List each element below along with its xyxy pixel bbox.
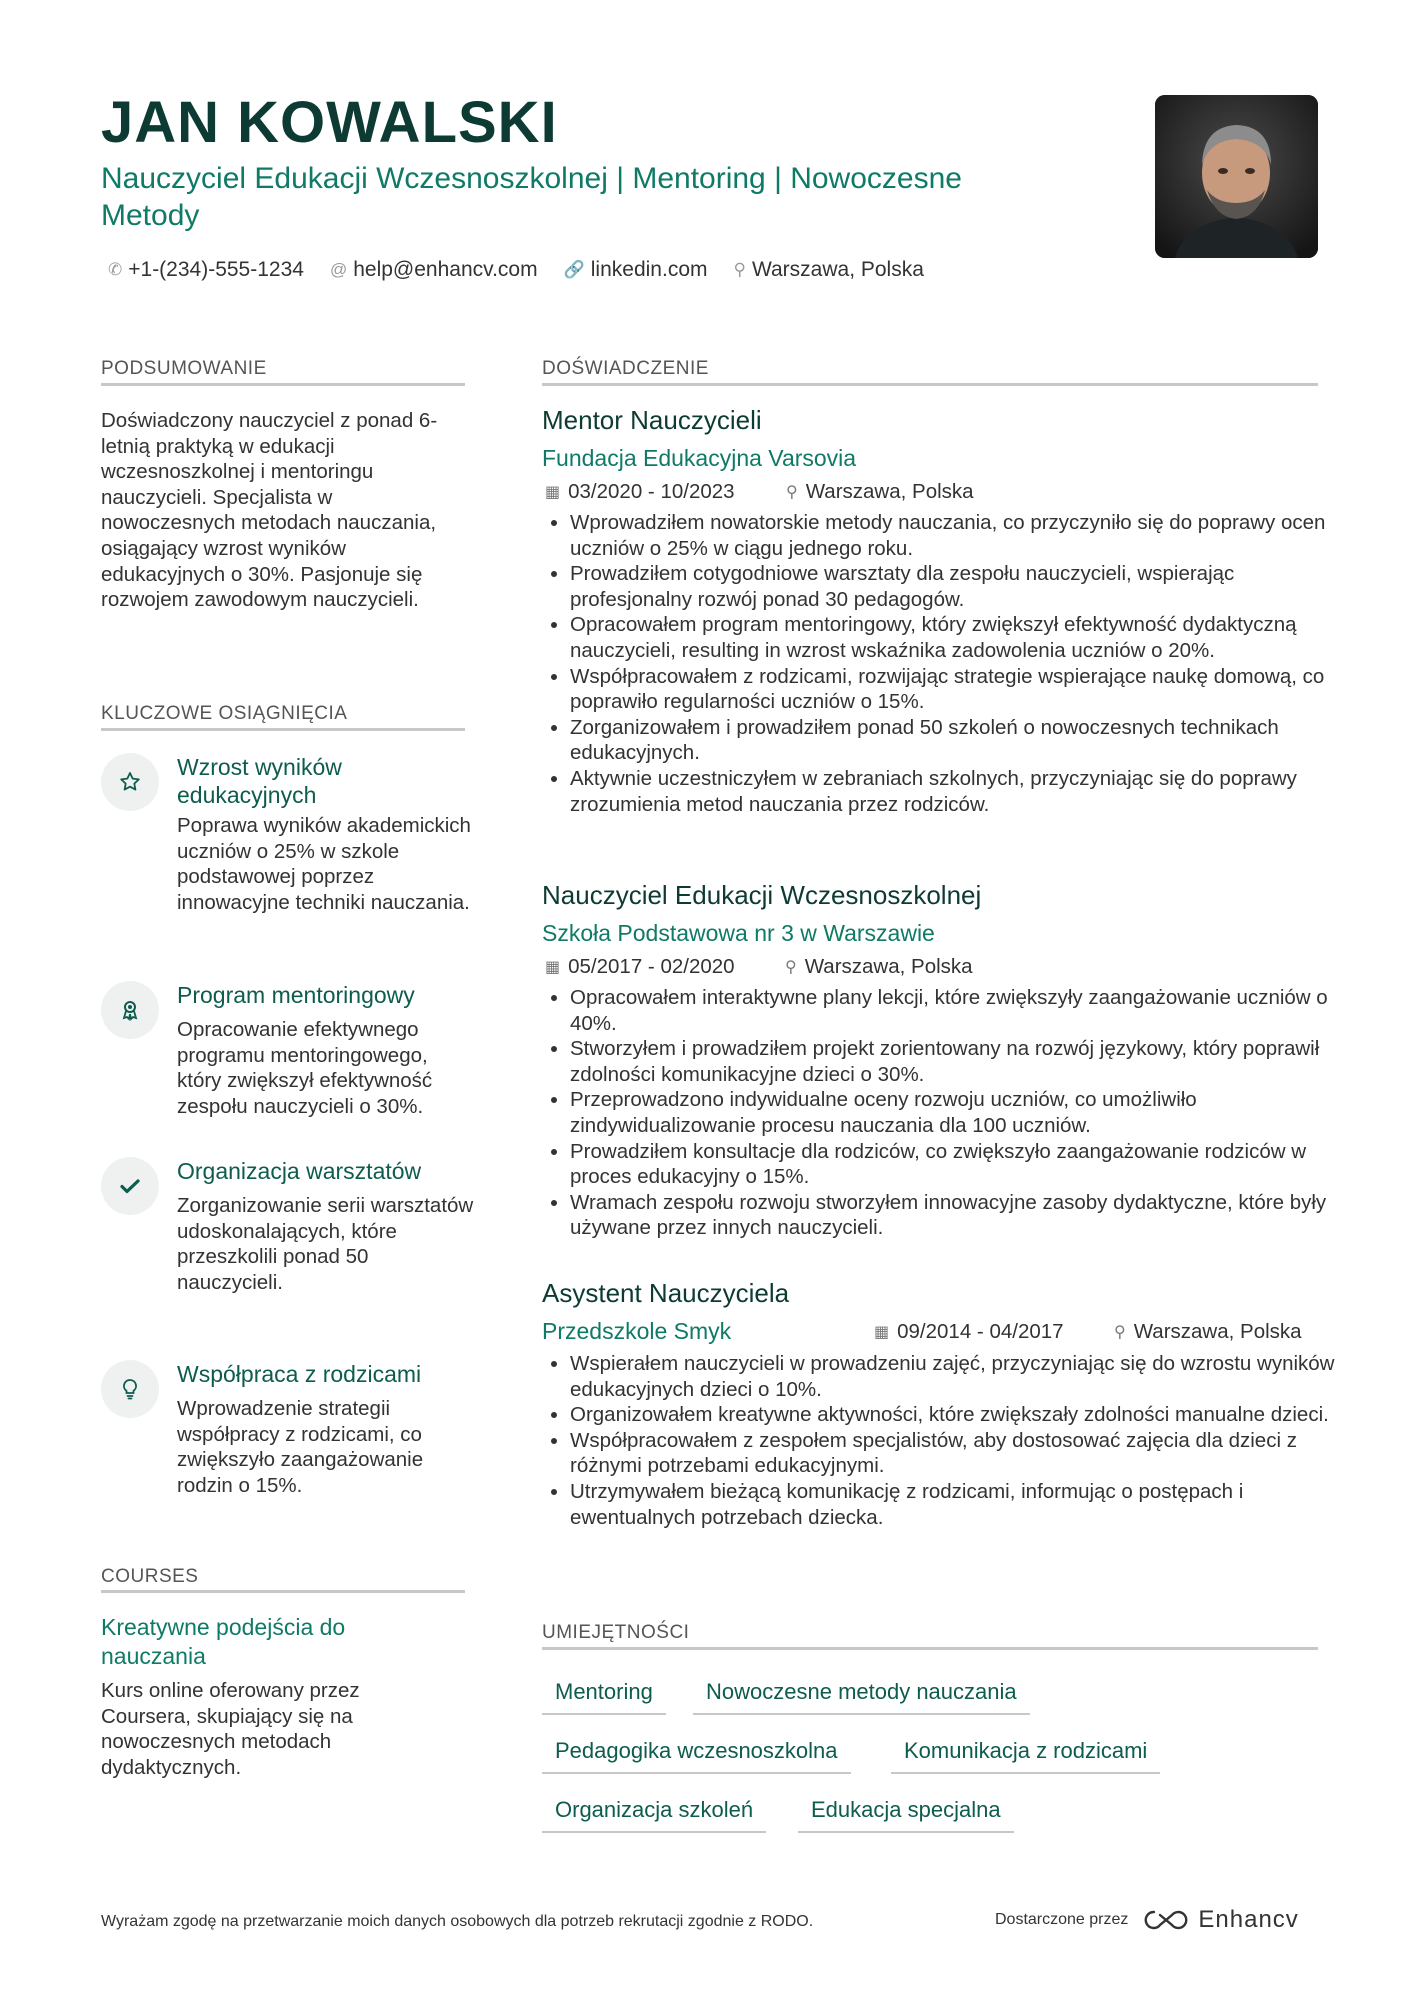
job-bullets	[550, 985, 1340, 1241]
job-location: ⚲ Warszawa, Polska	[786, 480, 974, 503]
course-desc: Kurs online oferowany przez Coursera, skupiający się na nowoczesnych metodach dydaktycznych.	[101, 1679, 360, 1779]
skill-tag: Pedagogika wczesnoszkolna	[542, 1738, 851, 1774]
brand-name: Enhancv	[1198, 1906, 1299, 1933]
achievements-section-title: KLUCZOWE OSIĄGNIĘCIA	[101, 703, 348, 724]
award-icon	[101, 981, 159, 1039]
achievement-desc: Opracowanie efektywnego programu mentoringowego, który zwiększył efektywność zespołu nauczycieli o 30%.	[177, 1018, 433, 1118]
list-item: • Prowadziłem cotygodniowe warsztaty dla zespołu nauczycieli, wspierając profesjonalny rozwój ponad 30 pedagogów.	[570, 561, 1340, 612]
job-company: Fundacja Edukacyjna Varsovia	[542, 445, 857, 471]
job-dates: ▦ 09/2014 - 04/2017	[874, 1320, 1064, 1343]
job-title: Nauczyciel Edukacji Wczesnoszkolnej	[542, 880, 982, 910]
job-bullets	[550, 1351, 1340, 1530]
list-item: • Wramach zespołu rozwoju stworzyłem innowacyjne zasoby dydaktyczne, które były używane przez innych nauczycieli.	[570, 1190, 1340, 1241]
courses-section-title: COURSES	[101, 1566, 199, 1587]
summary-text: Doświadczony nauczyciel z ponad 6-letnią praktyką w edukacji wczesnoszkolnej i mentoringu nauczycieli. Specjalista w nowoczesnych metodach nauczania, osiągający wzrost wyników edukacyjnych o 30%. Pasjonuje się rozwojem zawodowym nauczycieli.	[101, 409, 438, 612]
job-title: Asystent Nauczyciela	[542, 1278, 790, 1308]
list-item: • Opracowałem program mentoringowy, który zwiększył efektywność dydaktyczną nauczycieli, resulting in wzrost wskaźnika zadowolenia uczniów o 20%.	[570, 612, 1340, 663]
job-company: Szkoła Podstawowa nr 3 w Warszawie	[542, 920, 935, 946]
powered-by[interactable]	[995, 1906, 1299, 1934]
job-bullets	[550, 510, 1340, 817]
contact-bar	[108, 258, 950, 282]
calendar-icon: ▦	[874, 1324, 890, 1341]
list-item: • Współpracowałem z zespołem specjalistów, aby dostosować zajęcia dla dzieci z różnymi potrzebami edukacyjnymi.	[570, 1428, 1340, 1479]
job-location: ⚲ Warszawa, Polska	[1114, 1320, 1302, 1343]
skill-tag: Mentoring	[542, 1679, 666, 1715]
skills-divider	[542, 1647, 1318, 1650]
skill-tag: Organizacja szkoleń	[542, 1797, 766, 1833]
achievement-desc: Zorganizowanie serii warsztatów udoskonalających, które przeszkolili ponad 50 nauczycieli.	[177, 1194, 474, 1294]
contact-linkedin[interactable]: 🔗 linkedin.com	[563, 258, 708, 281]
star-icon	[101, 753, 159, 811]
at-icon: @	[329, 260, 348, 279]
phone-icon: ✆	[108, 260, 123, 279]
job-company: Przedszkole Smyk	[542, 1318, 732, 1344]
skills-section-title: UMIEJĘTNOŚCI	[542, 1622, 690, 1643]
achievement-desc: Wprowadzenie strategii współpracy z rodzicami, co zwiększyło zaangażowanie rodzin o 15%.	[177, 1397, 424, 1497]
job-dates: ▦ 03/2020 - 10/2023	[545, 480, 735, 503]
list-item: • Stworzyłem i prowadziłem projekt zorientowany na rozwój językowy, który poprawił zdolności komunikacyjne dzieci o 30%.	[570, 1036, 1340, 1087]
location-icon: ⚲	[786, 484, 798, 501]
list-item: • Przeprowadzono indywidualne oceny rozwoju uczniów, co umożliwiło zindywidualizowanie procesu nauczania dla 100 uczniów.	[570, 1087, 1340, 1138]
candidate-subtitle: Nauczyciel Edukacji Wczesnoszkolnej | Mentoring | Nowoczesne Metody	[101, 162, 962, 232]
calendar-icon: ▦	[545, 484, 561, 501]
course-title: Kreatywne podejścia do nauczania	[101, 1614, 346, 1669]
contact-location: ⚲ Warszawa, Polska	[733, 258, 924, 281]
list-item: • Opracowałem interaktywne plany lekcji, które zwiększyły zaangażowanie uczniów o 40%.	[570, 985, 1340, 1036]
location-icon: ⚲	[1114, 1324, 1126, 1341]
skill-tag: Komunikacja z rodzicami	[891, 1738, 1160, 1774]
check-icon	[101, 1157, 159, 1215]
consent-text: Wyrażam zgodę na przetwarzanie moich danych osobowych dla potrzeb rekrutacji zgodnie z RODO.	[101, 1913, 814, 1930]
list-item: • Prowadziłem konsultacje dla rodziców, co zwiększyło zaangażowanie rodziców w proces edukacyjny o 15%.	[570, 1139, 1340, 1190]
achievement-desc: Poprawa wyników akademickich uczniów o 25% w szkole podstawowej poprzez innowacyjne techniki nauczania.	[177, 814, 471, 914]
job-dates: ▦ 05/2017 - 02/2020	[545, 955, 735, 978]
candidate-name: JAN KOWALSKI	[101, 90, 558, 155]
lightbulb-icon	[101, 1360, 159, 1418]
list-item: • Organizowałem kreatywne aktywności, które zwiększały zdolności manualne dzieci.	[570, 1402, 1340, 1428]
enhancv-logo-icon	[1142, 1908, 1190, 1932]
location-icon: ⚲	[733, 260, 746, 279]
list-item: • Utrzymywałem bieżącą komunikację z rodzicami, informując o postępach i ewentualnych potrzebach dziecka.	[570, 1479, 1340, 1530]
calendar-icon: ▦	[545, 959, 561, 976]
achievement-title: Wzrost wyników edukacyjnych	[177, 754, 342, 808]
link-icon: 🔗	[563, 260, 585, 279]
list-item: • Aktywnie uczestniczyłem w zebraniach szkolnych, przyczyniając się do poprawy zrozumienia metod nauczania przez rodziców.	[570, 766, 1340, 817]
summary-divider	[101, 383, 465, 386]
profile-photo	[1155, 95, 1318, 258]
job-title: Mentor Nauczycieli	[542, 405, 762, 435]
achievements-divider	[101, 728, 465, 731]
achievement-title: Współpraca z rodzicami	[177, 1361, 422, 1387]
achievement-title: Organizacja warsztatów	[177, 1158, 422, 1184]
contact-phone[interactable]: ✆ +1-(234)-555-1234	[108, 258, 304, 281]
list-item: • Wspierałem nauczycieli w prowadzeniu zajęć, przyczyniając się do wzrostu wyników edukacyjnych dzieci o 10%.	[570, 1351, 1340, 1402]
list-item: • Wprowadziłem nowatorskie metody nauczania, co przyczyniło się do poprawy ocen uczniów o 25% w ciągu jednego roku.	[570, 510, 1340, 561]
experience-divider	[542, 383, 1318, 386]
skill-tag: Nowoczesne metody nauczania	[693, 1679, 1030, 1715]
location-icon: ⚲	[785, 959, 797, 976]
skill-tag: Edukacja specjalna	[798, 1797, 1014, 1833]
experience-section-title: DOŚWIADCZENIE	[542, 358, 709, 379]
summary-section-title: PODSUMOWANIE	[101, 358, 267, 379]
job-location: ⚲ Warszawa, Polska	[785, 955, 973, 978]
courses-divider	[101, 1590, 465, 1593]
list-item: • Zorganizowałem i prowadziłem ponad 50 szkoleń o nowoczesnych technikach edukacyjnych.	[570, 715, 1340, 766]
achievement-title: Program mentoringowy	[177, 982, 415, 1008]
powered-by-label: Dostarczone przez	[995, 1911, 1129, 1928]
list-item: • Współpracowałem z rodzicami, rozwijając strategie wspierające naukę domową, co poprawiło regularności uczniów o 15%.	[570, 664, 1340, 715]
contact-email[interactable]: @ help@enhancv.com	[329, 258, 538, 281]
